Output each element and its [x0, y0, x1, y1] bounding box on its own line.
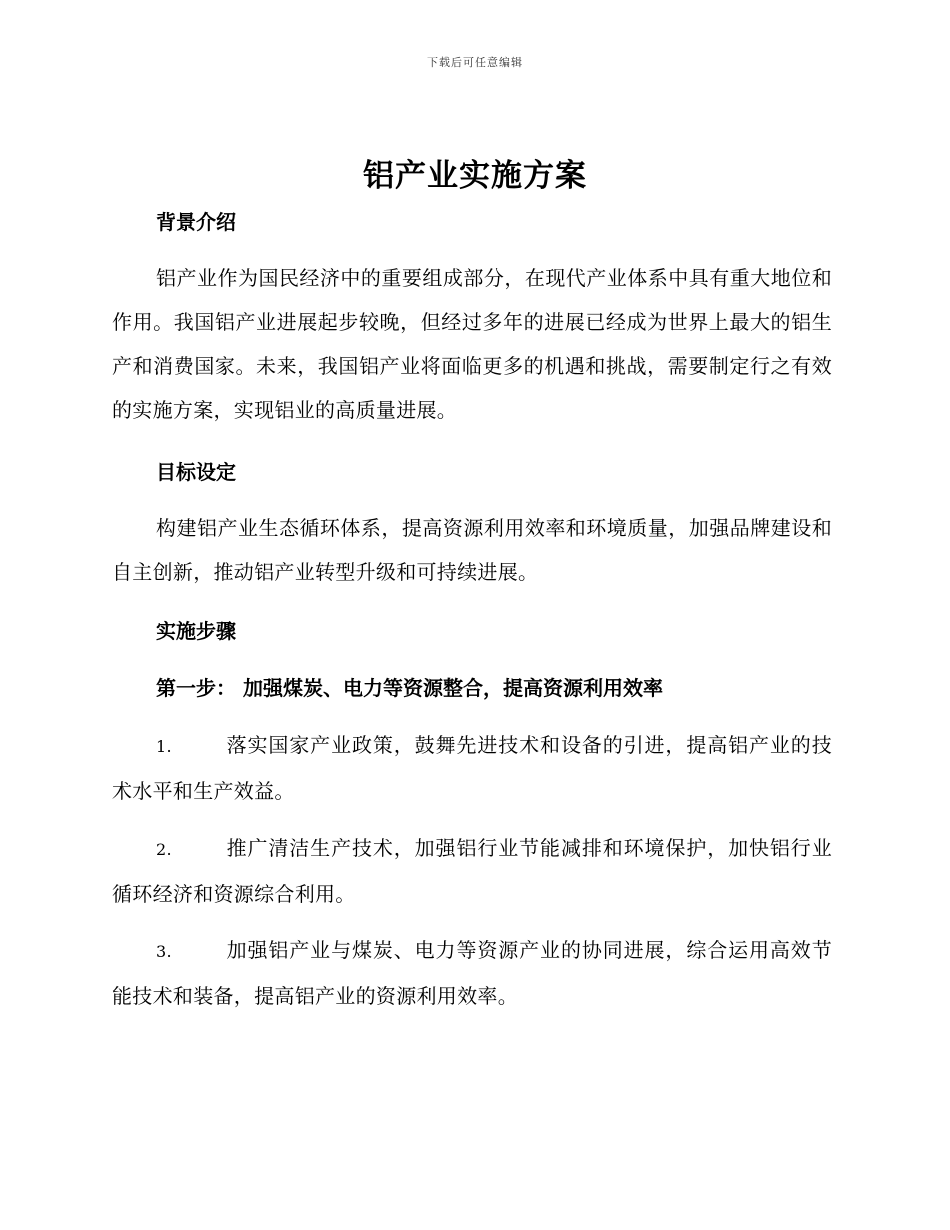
list-item: [112, 723, 832, 813]
list-item-number: 1.: [156, 737, 172, 756]
list-item-text: 推广清洁生产技术，加强铝行业节能减排和环境保护，加快铝行业循环经济和资源综合利用。: [112, 836, 832, 906]
background-paragraph: 铝产业作为国民经济中的重要组成部分，在现代产业体系中具有重大地位和作用。我国铝产业进展起步较晚，但经过多年的进展已经成为世界上最大的铝生产和消费国家。未来，我国铝产业将面临更多的机遇和挑战，需要制定行之有效的实施方案，实现铝业的高质量进展。: [112, 266, 832, 422]
header-note: 下载后可任意编辑: [427, 56, 523, 69]
step1-heading: 第一步： 加强煤炭、电力等资源整合，提高资源利用效率: [156, 676, 663, 700]
list-item-number: 3.: [156, 942, 172, 961]
section-heading-goals: 目标设定: [156, 460, 236, 484]
document-title: 铝产业实施方案: [363, 158, 587, 194]
list-item: [112, 928, 832, 1018]
section-heading-steps: 实施步骤: [156, 619, 236, 643]
goals-paragraph: 构建铝产业生态循环体系，提高资源利用效率和环境质量，加强品牌建设和自主创新，推动铝产业转型升级和可持续进展。: [112, 516, 832, 584]
list-item-text: 加强铝产业与煤炭、电力等资源产业的协同进展，综合运用高效节能技术和装备，提高铝产业的资源利用效率。: [112, 938, 832, 1008]
list-item: [112, 826, 832, 916]
list-item-text: 落实国家产业政策，鼓舞先进技术和设备的引进，提高铝产业的技术水平和生产效益。: [112, 733, 832, 803]
list-item-number: 2.: [156, 840, 172, 859]
section-heading-background: 背景介绍: [156, 210, 236, 234]
